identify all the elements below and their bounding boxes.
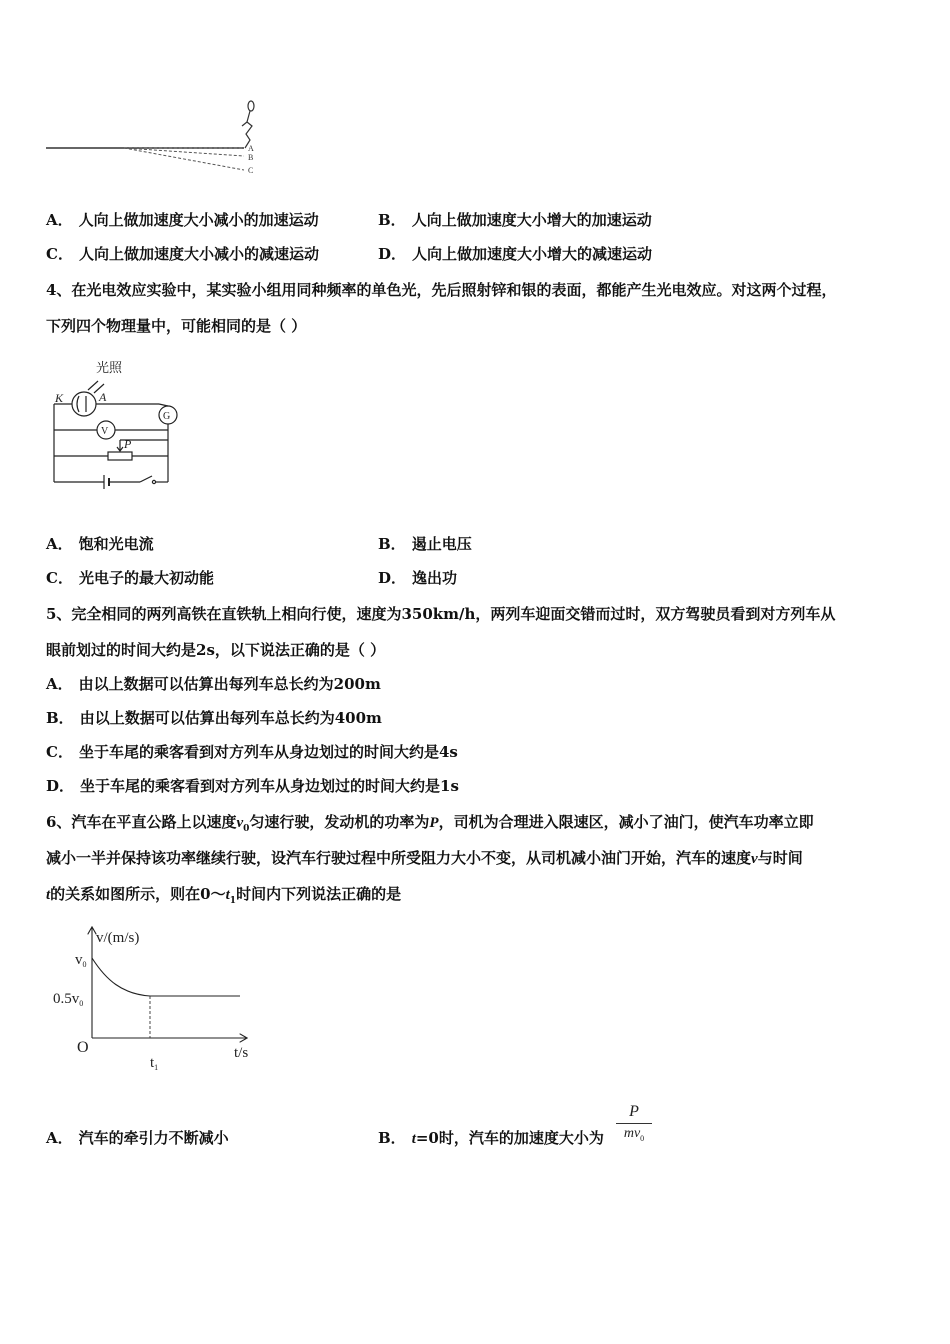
q4-stem-line-1: 4、在光电效应实验中，某实验小组用同种频率的单色光，先后照射锌和银的表面，都能产生光电效应。对这两个过程， <box>46 281 837 299</box>
p-label: P <box>124 437 132 451</box>
light-label: 光照 <box>96 360 123 375</box>
option-label: C． <box>46 245 73 263</box>
q3-figure <box>44 96 274 182</box>
q6-stem-line-1 <box>46 812 814 839</box>
var-v: v <box>751 851 758 867</box>
stem-text: 的关系如图所示，则在0～ <box>50 885 226 903</box>
light-arrow <box>88 381 98 390</box>
q5-option-c[interactable] <box>46 742 458 762</box>
phototube <box>72 392 96 416</box>
switch <box>140 476 152 482</box>
fraction-numerator: P <box>629 1103 639 1120</box>
option-label: A． <box>46 675 73 693</box>
point-b-label: B <box>248 153 254 162</box>
var-sub: 0 <box>243 824 250 834</box>
k-label: K <box>55 391 64 405</box>
rope-c <box>124 148 244 170</box>
t1-label: $t_1$ <box>150 1055 159 1072</box>
q6-option-a[interactable] <box>46 1128 229 1148</box>
option-text: 光电子的最大初动能 <box>78 569 214 587</box>
stem-text: 6、汽车在平直公路上以速度 <box>46 813 237 831</box>
point-c-label: C <box>248 166 254 175</box>
option-text: 坐于车尾的乘客看到对方列车从身边划过的时间大约是4s <box>78 743 458 761</box>
option-label: D． <box>46 777 75 795</box>
point-a-label: A <box>248 144 254 153</box>
option-label: C． <box>46 743 73 761</box>
fraction-p-over-mv0 <box>616 1102 652 1148</box>
stem-text: 与时间 <box>757 849 803 867</box>
q5-option-b[interactable] <box>46 708 382 728</box>
q5-option-a[interactable] <box>46 674 381 694</box>
var-p: P <box>429 815 439 831</box>
q4-option-d[interactable] <box>378 568 457 588</box>
q4-option-a[interactable] <box>46 534 154 554</box>
q4-stem-line-2: 下列四个物理量中，可能相同的是（ ） <box>46 317 307 335</box>
option-text: 逸出功 <box>412 569 458 587</box>
var-t: t <box>46 887 51 903</box>
origin-label: O <box>77 1039 89 1056</box>
option-label: B． <box>46 709 74 727</box>
var-t: t <box>225 887 230 903</box>
q3-option-b[interactable] <box>378 210 652 230</box>
rope-b <box>124 148 244 156</box>
option-label: A． <box>46 1129 73 1147</box>
option-text: 遏止电压 <box>411 535 472 553</box>
half-v0-label: $0.5v_0$ <box>53 991 84 1008</box>
q4-option-c[interactable] <box>46 568 214 588</box>
q5-stem-line-1: 5、完全相同的两列高铁在直铁轨上相向行使，速度为350km/h，两列车迎面交错而过时，双方驾驶员看到对方列车从 <box>46 605 836 623</box>
option-label: A． <box>46 535 73 553</box>
var-v: v <box>236 815 244 831</box>
option-text: 人向上做加速度大小减小的减速运动 <box>78 245 319 263</box>
q5-stem-line-2: 眼前划过的时间大约是2s，以下说法正确的是（ ） <box>46 641 386 659</box>
fraction-bar <box>616 1123 652 1124</box>
option-text: 人向上做加速度大小增大的加速运动 <box>411 211 652 229</box>
q6-option-b[interactable] <box>378 1128 604 1149</box>
option-text: 人向上做加速度大小减小的加速运动 <box>78 211 319 229</box>
q3-option-c[interactable] <box>46 244 319 264</box>
q4-option-b[interactable] <box>378 534 472 554</box>
option-label: B． <box>378 1129 406 1147</box>
option-text: =0时，汽车的加速度大小为 <box>415 1129 604 1147</box>
option-text: 汽车的牵引力不断减小 <box>78 1129 229 1147</box>
option-text: 饱和光电流 <box>78 535 154 553</box>
option-text: 人向上做加速度大小增大的减速运动 <box>412 245 653 263</box>
fraction-denominator: $mv_0$ <box>623 1126 645 1143</box>
q3-option-a[interactable] <box>46 210 319 230</box>
var-t: t <box>411 1131 416 1147</box>
stem-text: 匀速行驶，发动机的功率为 <box>249 813 430 831</box>
stem-text: ，司机为合理进入限速区，减小了油门，使汽车功率立即 <box>438 813 814 831</box>
option-text: 由以上数据可以估算出每列车总长约为400m <box>79 709 382 727</box>
velocity-curve <box>92 958 240 996</box>
var-sub: 1 <box>229 896 237 906</box>
person-figure <box>242 101 254 148</box>
option-label: D． <box>378 245 407 263</box>
option-text: 由以上数据可以估算出每列车总长约为200m <box>78 675 381 693</box>
option-text: 坐于车尾的乘客看到对方列车从身边划过的时间大约是1s <box>80 777 459 795</box>
rheostat <box>108 452 132 460</box>
g-label: G <box>163 411 171 422</box>
x-axis-label: t/s <box>234 1045 249 1061</box>
option-label: C． <box>46 569 73 587</box>
q4-circuit-figure <box>46 355 186 495</box>
q6-stem-line-2 <box>46 848 803 869</box>
option-label: D． <box>378 569 407 587</box>
stem-text: 减小一半并保持该功率继续行驶，设汽车行驶过程中所受阻力大小不变，从司机减小油门开始，汽车的速度 <box>46 849 752 867</box>
v0-label: $v_0$ <box>75 952 87 969</box>
a-label: A <box>99 390 107 404</box>
q6-stem-line-3 <box>46 884 401 911</box>
q5-option-d[interactable] <box>46 776 459 796</box>
cathode <box>77 396 79 412</box>
q6-vt-graph <box>48 922 268 1072</box>
option-label: A． <box>46 211 73 229</box>
stem-text: 时间内下列说法正确的是 <box>236 885 402 903</box>
q3-option-d[interactable] <box>378 244 652 264</box>
option-label: B． <box>378 211 406 229</box>
option-label: B． <box>378 535 406 553</box>
y-axis-label: v/(m/s) <box>96 930 140 946</box>
v-label: V <box>101 426 109 437</box>
